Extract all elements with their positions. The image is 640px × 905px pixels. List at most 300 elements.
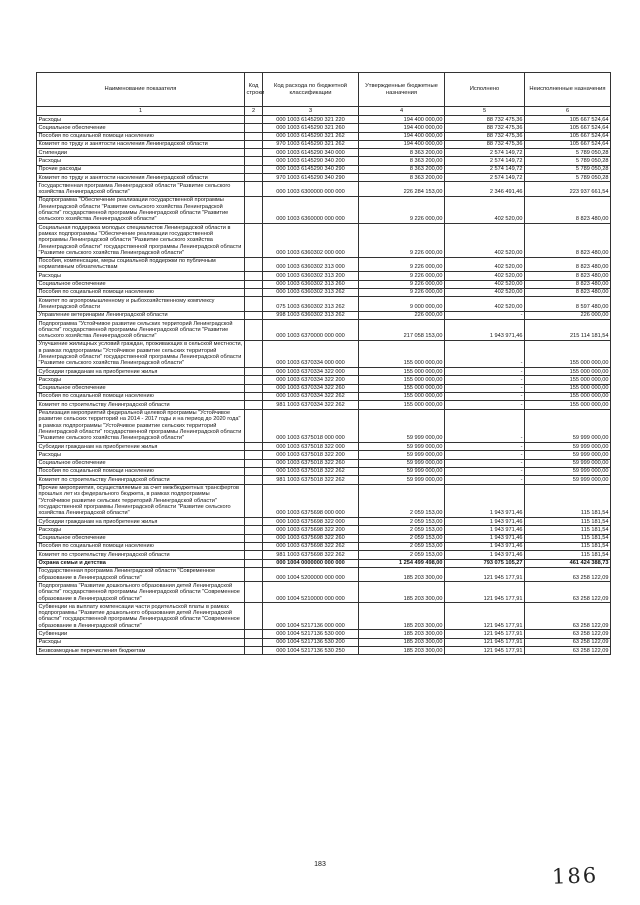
cell-approved: 155 000 000,00 xyxy=(359,368,445,376)
cell-indicator-name: Субсидии гражданам на приобретение жилья xyxy=(37,368,245,376)
header-budget-classification-code: Код расхода по бюджетной классификации xyxy=(263,73,359,107)
table-row xyxy=(37,384,611,392)
cell-indicator-name: Реализация мероприятий федеральной целевой программы "Устойчивое развитие сельских территорий на 2014 - 2017 годы и на период до 2020 года" в рамках подпрограммы "Устойчивое развитие сельских территорий Ленинградской области" государственной программы Ленинградской области "Развитие сельского хозяйства Ленинградской области" xyxy=(37,409,245,442)
column-number: 1 xyxy=(37,107,245,116)
cell-row-code xyxy=(245,518,263,526)
cell-budget-code: 000 1003 6145290 340 000 xyxy=(263,149,359,157)
cell-unexecuted: 461 424 388,73 xyxy=(525,559,611,567)
cell-budget-code: 000 1003 6375698 322 262 xyxy=(263,542,359,550)
cell-approved: 2 059 153,00 xyxy=(359,484,445,517)
cell-executed: 2 574 149,72 xyxy=(445,157,525,165)
cell-budget-code: 000 1003 6375698 322 200 xyxy=(263,526,359,534)
cell-row-code xyxy=(245,149,263,157)
cell-approved: 59 999 000,00 xyxy=(359,451,445,459)
cell-budget-code: 000 1004 5217136 000 000 xyxy=(263,603,359,630)
cell-indicator-name: Расходы xyxy=(37,376,245,384)
cell-executed: 1 943 971,46 xyxy=(445,320,525,341)
table-row xyxy=(37,182,611,197)
header-indicator-name: Наименование показателя xyxy=(37,73,245,107)
cell-unexecuted: 115 181,54 xyxy=(525,534,611,542)
cell-indicator-name: Пособия по социальной помощи населению xyxy=(37,542,245,550)
cell-indicator-name: Государственная программа Ленинградской области "Развитие сельского хозяйства Ленинградской области" xyxy=(37,182,245,197)
cell-budget-code: 000 1003 6370334 322 000 xyxy=(263,368,359,376)
table-row xyxy=(37,368,611,376)
cell-indicator-name: Безвозмездные перечисления бюджетам xyxy=(37,647,245,655)
table-row xyxy=(37,451,611,459)
cell-row-code xyxy=(245,647,263,655)
cell-executed: 1 943 971,46 xyxy=(445,542,525,550)
cell-unexecuted: 115 181,54 xyxy=(525,551,611,559)
cell-row-code xyxy=(245,542,263,550)
cell-approved: 8 363 200,00 xyxy=(359,149,445,157)
cell-indicator-name: Расходы xyxy=(37,272,245,280)
cell-indicator-name: Подпрограмма "Устойчивое развитие сельских территорий Ленинградской области" государственной программы Ленинградской области "Развитие сельского хозяйства Ленинградской области" xyxy=(37,320,245,341)
cell-indicator-name: Пособия по социальной помощи населению xyxy=(37,392,245,400)
cell-budget-code: 000 1004 5210000 000 000 xyxy=(263,582,359,603)
cell-executed: 1 943 971,46 xyxy=(445,484,525,517)
cell-executed: 88 732 475,36 xyxy=(445,140,525,148)
table-row xyxy=(37,518,611,526)
table-row xyxy=(37,272,611,280)
cell-approved: 194 400 000,00 xyxy=(359,140,445,148)
cell-executed: - xyxy=(445,401,525,409)
cell-unexecuted: 59 999 000,00 xyxy=(525,443,611,451)
column-number-row xyxy=(37,107,611,116)
cell-approved: 185 203 300,00 xyxy=(359,567,445,582)
cell-unexecuted: 59 999 000,00 xyxy=(525,476,611,484)
table-row xyxy=(37,288,611,296)
cell-row-code xyxy=(245,140,263,148)
table-row xyxy=(37,582,611,603)
cell-row-code xyxy=(245,157,263,165)
cell-executed: - xyxy=(445,340,525,367)
cell-budget-code: 000 1003 6360302 000 000 xyxy=(263,224,359,257)
cell-row-code xyxy=(245,182,263,197)
cell-approved: 155 000 000,00 xyxy=(359,392,445,400)
cell-budget-code: 998 1003 6360302 313 262 xyxy=(263,311,359,319)
cell-row-code xyxy=(245,409,263,442)
cell-indicator-name: Расходы xyxy=(37,116,245,124)
cell-row-code xyxy=(245,132,263,140)
cell-indicator-name: Расходы xyxy=(37,638,245,646)
cell-row-code xyxy=(245,630,263,638)
cell-unexecuted: 59 999 000,00 xyxy=(525,459,611,467)
cell-approved: 9 000 000,00 xyxy=(359,297,445,312)
cell-row-code xyxy=(245,467,263,475)
cell-executed: - xyxy=(445,409,525,442)
table-row xyxy=(37,459,611,467)
cell-approved: 9 226 000,00 xyxy=(359,224,445,257)
cell-approved: 1 254 499 498,00 xyxy=(359,559,445,567)
table-row xyxy=(37,340,611,367)
cell-budget-code: 000 1003 6145290 321 220 xyxy=(263,116,359,124)
cell-approved: 217 058 153,00 xyxy=(359,320,445,341)
cell-indicator-name: Пособия по социальной помощи населению xyxy=(37,467,245,475)
cell-indicator-name: Государственная программа Ленинградской области "Современное образование в Ленинградской области" xyxy=(37,567,245,582)
table-row xyxy=(37,526,611,534)
table-row xyxy=(37,196,611,223)
cell-indicator-name: Расходы xyxy=(37,451,245,459)
table-row xyxy=(37,392,611,400)
cell-indicator-name: Прочие расходы xyxy=(37,165,245,173)
cell-approved: 8 363 200,00 xyxy=(359,165,445,173)
cell-budget-code: 970 1003 6145290 321 262 xyxy=(263,140,359,148)
cell-approved: 9 226 000,00 xyxy=(359,288,445,296)
cell-executed: 402 520,00 xyxy=(445,288,525,296)
cell-approved: 194 400 000,00 xyxy=(359,124,445,132)
cell-unexecuted: 155 000 000,00 xyxy=(525,368,611,376)
table-row xyxy=(37,476,611,484)
table-row xyxy=(37,297,611,312)
cell-indicator-name: Пособия по социальной помощи населению xyxy=(37,288,245,296)
cell-unexecuted: 5 789 050,28 xyxy=(525,149,611,157)
cell-indicator-name: Улучшение жилищных условий граждан, проживающих в сельской местности, в рамках подпрограммы "Устойчивое развитие сельских территорий Ленинградской области" государственной программы Ленинградской области "Развитие сельского хозяйства Ленинградской области" xyxy=(37,340,245,367)
cell-approved: 2 059 153,00 xyxy=(359,518,445,526)
cell-row-code xyxy=(245,368,263,376)
cell-budget-code: 000 1004 5217136 530 200 xyxy=(263,638,359,646)
cell-executed: 121 945 177,91 xyxy=(445,638,525,646)
cell-executed: 2 574 149,72 xyxy=(445,149,525,157)
cell-unexecuted: 63 258 122,09 xyxy=(525,630,611,638)
cell-budget-code: 000 1003 6375018 322 260 xyxy=(263,459,359,467)
cell-indicator-name: Субсидии гражданам на приобретение жилья xyxy=(37,518,245,526)
cell-row-code xyxy=(245,288,263,296)
cell-budget-code: 000 1003 6145290 321 260 xyxy=(263,124,359,132)
cell-unexecuted: 8 823 480,00 xyxy=(525,272,611,280)
cell-executed: - xyxy=(445,384,525,392)
cell-unexecuted: 155 000 000,00 xyxy=(525,340,611,367)
cell-executed: - xyxy=(445,459,525,467)
cell-budget-code: 000 1003 6360302 313 262 xyxy=(263,288,359,296)
cell-unexecuted: 8 823 480,00 xyxy=(525,224,611,257)
table-row xyxy=(37,467,611,475)
cell-row-code xyxy=(245,603,263,630)
cell-budget-code: 000 1004 5217136 530 250 xyxy=(263,647,359,655)
cell-row-code xyxy=(245,443,263,451)
table-row xyxy=(37,603,611,630)
cell-row-code xyxy=(245,459,263,467)
cell-approved: 226 000,00 xyxy=(359,311,445,319)
table-row xyxy=(37,409,611,442)
table-row xyxy=(37,567,611,582)
cell-indicator-name: Комитет по труду и занятости населения Ленинградской области xyxy=(37,174,245,182)
table-row xyxy=(37,124,611,132)
cell-executed: 402 520,00 xyxy=(445,272,525,280)
cell-indicator-name: Комитет по труду и занятости населения Ленинградской области xyxy=(37,140,245,148)
cell-executed: 1 943 971,46 xyxy=(445,534,525,542)
table-row xyxy=(37,280,611,288)
cell-approved: 185 203 300,00 xyxy=(359,582,445,603)
cell-unexecuted: 8 597 480,00 xyxy=(525,297,611,312)
cell-unexecuted: 155 000 000,00 xyxy=(525,392,611,400)
cell-indicator-name: Социальное обеспечение xyxy=(37,534,245,542)
table-row xyxy=(37,224,611,257)
cell-executed: - xyxy=(445,376,525,384)
cell-budget-code: 000 1004 5217136 530 000 xyxy=(263,630,359,638)
cell-executed: - xyxy=(445,311,525,319)
cell-unexecuted: 226 000,00 xyxy=(525,311,611,319)
header-unexecuted: Неисполненные назначения xyxy=(525,73,611,107)
cell-executed: - xyxy=(445,476,525,484)
cell-unexecuted: 155 000 000,00 xyxy=(525,384,611,392)
cell-approved: 2 059 153,00 xyxy=(359,534,445,542)
cell-indicator-name: Социальная поддержка молодых специалистов Ленинградской области в рамках подпрограммы "Обеспечение реализации государственной программы Ленинградской области "Развитие сельского хозяйства Ленинградской области" государственной программы Ленинградской области "Развитие сельского хозяйства Ленинградской области" xyxy=(37,224,245,257)
header-approved-appropriations: Утвержденные бюджетные назначения xyxy=(359,73,445,107)
cell-budget-code: 000 1003 6370334 322 262 xyxy=(263,392,359,400)
cell-row-code xyxy=(245,174,263,182)
cell-row-code xyxy=(245,567,263,582)
cell-budget-code: 000 1003 6145290 321 262 xyxy=(263,132,359,140)
cell-budget-code: 000 1003 6360302 313 000 xyxy=(263,257,359,272)
cell-row-code xyxy=(245,196,263,223)
cell-unexecuted: 105 667 524,64 xyxy=(525,132,611,140)
cell-unexecuted: 8 823 480,00 xyxy=(525,196,611,223)
cell-executed: 121 945 177,91 xyxy=(445,647,525,655)
cell-approved: 59 999 000,00 xyxy=(359,476,445,484)
table-row xyxy=(37,116,611,124)
cell-executed: - xyxy=(445,451,525,459)
cell-budget-code: 000 1003 6360302 313 200 xyxy=(263,272,359,280)
cell-indicator-name: Социальное обеспечение xyxy=(37,124,245,132)
table-row xyxy=(37,376,611,384)
cell-indicator-name: Социальное обеспечение xyxy=(37,280,245,288)
cell-row-code xyxy=(245,401,263,409)
table-row xyxy=(37,140,611,148)
cell-unexecuted: 8 823 480,00 xyxy=(525,280,611,288)
cell-budget-code: 970 1003 6145290 340 290 xyxy=(263,174,359,182)
table-row xyxy=(37,320,611,341)
cell-unexecuted: 59 999 000,00 xyxy=(525,467,611,475)
cell-row-code xyxy=(245,165,263,173)
cell-budget-code: 000 1004 0000000 000 000 xyxy=(263,559,359,567)
cell-unexecuted: 59 999 000,00 xyxy=(525,409,611,442)
cell-budget-code: 000 1003 6375018 322 200 xyxy=(263,451,359,459)
cell-indicator-name: Подпрограмма "Развитие дошкольного образования детей Ленинградской области" государственной программы Ленинградской области "Современное образование в Ленинградской области" xyxy=(37,582,245,603)
cell-unexecuted: 105 667 524,64 xyxy=(525,140,611,148)
cell-indicator-name: Комитет по строительству Ленинградской области xyxy=(37,551,245,559)
table-row xyxy=(37,443,611,451)
page-number: 183 xyxy=(314,861,326,868)
table-row xyxy=(37,132,611,140)
cell-budget-code: 000 1003 6375698 000 000 xyxy=(263,484,359,517)
cell-approved: 9 226 000,00 xyxy=(359,257,445,272)
cell-indicator-name: Пособия по социальной помощи населению xyxy=(37,132,245,140)
cell-row-code xyxy=(245,534,263,542)
cell-approved: 59 999 000,00 xyxy=(359,409,445,442)
cell-unexecuted: 8 823 480,00 xyxy=(525,257,611,272)
cell-indicator-name: Комитет по строительству Ленинградской области xyxy=(37,476,245,484)
table-row xyxy=(37,484,611,517)
cell-executed: 402 520,00 xyxy=(445,257,525,272)
cell-budget-code: 000 1003 6370334 000 000 xyxy=(263,340,359,367)
cell-indicator-name: Прочие мероприятия, осуществляемые за счет межбюджетных трансфертов прошлых лет из федерального бюджета, в рамках подпрограммы "Устойчивое развитие сельских территорий Ленинградской области" государственной программы Ленинградской области "Развитие сельского хозяйства Ленинградской области" xyxy=(37,484,245,517)
cell-indicator-name: Охрана семьи и детства xyxy=(37,559,245,567)
cell-row-code xyxy=(245,384,263,392)
cell-executed: - xyxy=(445,368,525,376)
cell-approved: 185 203 300,00 xyxy=(359,647,445,655)
cell-indicator-name: Подпрограмма "Обеспечение реализации государственной программы Ленинградской области "Развитие сельского хозяйства Ленинградской области" государственной программы Ленинградской области "Развитие сельского хозяйства Ленинградской области" xyxy=(37,196,245,223)
cell-approved: 8 363 200,00 xyxy=(359,174,445,182)
cell-unexecuted: 215 114 181,54 xyxy=(525,320,611,341)
cell-unexecuted: 63 258 122,09 xyxy=(525,567,611,582)
cell-unexecuted: 5 789 050,28 xyxy=(525,165,611,173)
cell-row-code xyxy=(245,311,263,319)
cell-budget-code: 000 1003 6375018 322 000 xyxy=(263,443,359,451)
cell-approved: 185 203 300,00 xyxy=(359,638,445,646)
cell-row-code xyxy=(245,257,263,272)
cell-row-code xyxy=(245,392,263,400)
cell-executed: 1 943 971,46 xyxy=(445,518,525,526)
cell-approved: 155 000 000,00 xyxy=(359,401,445,409)
cell-executed: 2 574 149,72 xyxy=(445,165,525,173)
cell-budget-code: 000 1003 6360000 000 000 xyxy=(263,196,359,223)
cell-approved: 9 226 000,00 xyxy=(359,272,445,280)
budget-execution-table xyxy=(36,72,611,655)
cell-budget-code: 981 1003 6370334 322 262 xyxy=(263,401,359,409)
table-row xyxy=(37,257,611,272)
cell-approved: 185 203 300,00 xyxy=(359,630,445,638)
cell-row-code xyxy=(245,551,263,559)
cell-executed: 121 945 177,91 xyxy=(445,630,525,638)
header-row-code: Код строки xyxy=(245,73,263,107)
cell-row-code xyxy=(245,272,263,280)
cell-row-code xyxy=(245,376,263,384)
cell-budget-code: 000 1003 6375698 322 000 xyxy=(263,518,359,526)
cell-indicator-name: Пособия, компенсации, меры социальной поддержки по публичным нормативным обязательствам xyxy=(37,257,245,272)
table-row xyxy=(37,638,611,646)
cell-approved: 194 400 000,00 xyxy=(359,116,445,124)
cell-budget-code: 000 1003 6375018 000 000 xyxy=(263,409,359,442)
cell-budget-code: 000 1003 6370334 322 260 xyxy=(263,384,359,392)
cell-unexecuted: 115 181,54 xyxy=(525,518,611,526)
table-row xyxy=(37,534,611,542)
table-row xyxy=(37,174,611,182)
cell-row-code xyxy=(245,582,263,603)
cell-executed: 402 520,00 xyxy=(445,224,525,257)
header-executed: Исполнено xyxy=(445,73,525,107)
cell-unexecuted: 8 823 480,00 xyxy=(525,288,611,296)
cell-approved: 9 226 000,00 xyxy=(359,280,445,288)
cell-row-code xyxy=(245,280,263,288)
cell-row-code xyxy=(245,297,263,312)
column-number: 2 xyxy=(245,107,263,116)
cell-executed: 88 732 475,36 xyxy=(445,132,525,140)
cell-executed: - xyxy=(445,392,525,400)
cell-executed: 402 520,00 xyxy=(445,280,525,288)
cell-executed: 793 075 105,27 xyxy=(445,559,525,567)
cell-executed: 1 943 971,46 xyxy=(445,551,525,559)
cell-row-code xyxy=(245,124,263,132)
cell-budget-code: 000 1003 6145290 340 200 xyxy=(263,157,359,165)
cell-unexecuted: 223 937 661,54 xyxy=(525,182,611,197)
handwritten-page-stamp: 186 xyxy=(551,863,599,889)
cell-row-code xyxy=(245,526,263,534)
cell-unexecuted: 115 181,54 xyxy=(525,484,611,517)
cell-row-code xyxy=(245,638,263,646)
cell-budget-code: 000 1003 6300000 000 000 xyxy=(263,182,359,197)
cell-approved: 226 284 153,00 xyxy=(359,182,445,197)
cell-executed: 121 945 177,91 xyxy=(445,603,525,630)
cell-unexecuted: 155 000 000,00 xyxy=(525,401,611,409)
column-number: 6 xyxy=(525,107,611,116)
table-row xyxy=(37,630,611,638)
cell-approved: 8 363 200,00 xyxy=(359,157,445,165)
cell-executed: - xyxy=(445,443,525,451)
cell-approved: 2 059 153,00 xyxy=(359,542,445,550)
table-row xyxy=(37,559,611,567)
cell-approved: 59 999 000,00 xyxy=(359,443,445,451)
table-row xyxy=(37,165,611,173)
cell-indicator-name: Субсидии гражданам на приобретение жилья xyxy=(37,443,245,451)
cell-indicator-name: Социальное обеспечение xyxy=(37,384,245,392)
cell-executed: 1 943 971,46 xyxy=(445,526,525,534)
table-row xyxy=(37,401,611,409)
cell-executed: 88 732 475,36 xyxy=(445,116,525,124)
cell-indicator-name: Расходы xyxy=(37,526,245,534)
table-row xyxy=(37,157,611,165)
table-row xyxy=(37,311,611,319)
cell-indicator-name: Комитет по агропромышленному и рыбохозяйственному комплексу Ленинградской области xyxy=(37,297,245,312)
cell-executed: 121 945 177,91 xyxy=(445,567,525,582)
cell-row-code xyxy=(245,320,263,341)
table-row xyxy=(37,149,611,157)
column-number: 5 xyxy=(445,107,525,116)
cell-budget-code: 981 1003 6375698 322 262 xyxy=(263,551,359,559)
cell-indicator-name: Социальное обеспечение xyxy=(37,459,245,467)
cell-row-code xyxy=(245,116,263,124)
cell-budget-code: 000 1003 6370334 322 200 xyxy=(263,376,359,384)
cell-executed: 88 732 475,36 xyxy=(445,124,525,132)
cell-approved: 185 203 300,00 xyxy=(359,603,445,630)
cell-indicator-name: Комитет по строительству Ленинградской области xyxy=(37,401,245,409)
cell-unexecuted: 105 667 524,64 xyxy=(525,124,611,132)
cell-unexecuted: 5 789 050,28 xyxy=(525,157,611,165)
cell-row-code xyxy=(245,224,263,257)
cell-executed: 2 346 491,46 xyxy=(445,182,525,197)
cell-unexecuted: 63 258 122,09 xyxy=(525,638,611,646)
cell-indicator-name: Субвенции на выплату компенсации части родительской платы в рамках подпрограммы "Развитие дошкольного образования детей Ленинградской области" государственной программы Ленинградской области "Современное образование в Ленинградской области" xyxy=(37,603,245,630)
cell-approved: 194 400 000,00 xyxy=(359,132,445,140)
cell-unexecuted: 59 999 000,00 xyxy=(525,451,611,459)
cell-approved: 155 000 000,00 xyxy=(359,340,445,367)
cell-executed: 2 574 149,72 xyxy=(445,174,525,182)
cell-row-code xyxy=(245,559,263,567)
cell-approved: 59 999 000,00 xyxy=(359,459,445,467)
cell-budget-code: 075 1003 6360302 313 262 xyxy=(263,297,359,312)
column-number: 3 xyxy=(263,107,359,116)
cell-indicator-name: Расходы xyxy=(37,157,245,165)
cell-executed: 402 520,00 xyxy=(445,297,525,312)
cell-budget-code: 000 1003 6370000 000 000 xyxy=(263,320,359,341)
cell-unexecuted: 115 181,54 xyxy=(525,526,611,534)
cell-budget-code: 000 1003 6375018 322 262 xyxy=(263,467,359,475)
cell-indicator-name: Управление ветеринарии Ленинградской области xyxy=(37,311,245,319)
cell-executed: 121 945 177,91 xyxy=(445,582,525,603)
cell-budget-code: 000 1004 5200000 000 000 xyxy=(263,567,359,582)
table-row xyxy=(37,542,611,550)
cell-approved: 9 226 000,00 xyxy=(359,196,445,223)
cell-row-code xyxy=(245,484,263,517)
cell-indicator-name: Стипендии xyxy=(37,149,245,157)
cell-budget-code: 981 1003 6375018 322 262 xyxy=(263,476,359,484)
table-body xyxy=(37,116,611,655)
table-row xyxy=(37,647,611,655)
cell-approved: 59 999 000,00 xyxy=(359,467,445,475)
cell-indicator-name: Субвенции xyxy=(37,630,245,638)
cell-row-code xyxy=(245,451,263,459)
cell-budget-code: 000 1003 6145290 340 290 xyxy=(263,165,359,173)
cell-approved: 2 059 153,00 xyxy=(359,526,445,534)
